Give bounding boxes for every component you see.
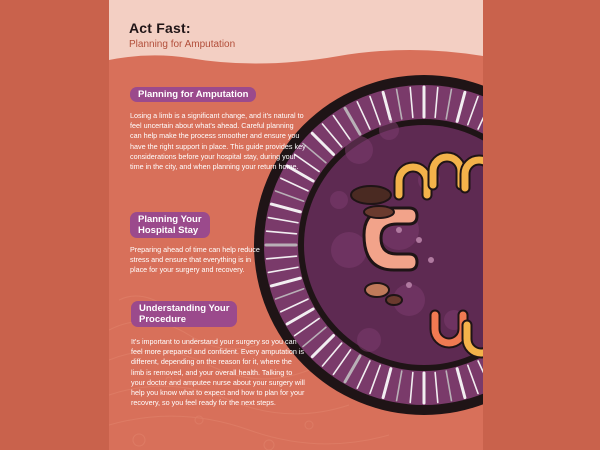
mandala-oval <box>386 295 402 305</box>
page-title: Act Fast: <box>129 20 191 36</box>
mandala-oval <box>351 186 391 204</box>
section-heading-text: Planning for Amputation <box>138 89 249 100</box>
mandala-texture-dot <box>379 120 399 140</box>
section-body-planning-amputation: Losing a limb is a significant change, and it's natural to feel uncertain about what's ahead. Careful planning can help make the process smoother and ensure you have the right support in place. This guide provides key considerations before your hospital stay, during your time in the city, and when planning your return home. <box>130 111 306 172</box>
section-heading-line1: Understanding Your <box>139 303 230 314</box>
section-body-hospital-stay: Preparing ahead of time can help reduce stress and ensure that everything is in place for your surgery and recovery. <box>130 245 260 275</box>
section-heading-line2: Procedure <box>139 314 186 325</box>
page-subtitle: Planning for Amputation <box>129 39 236 50</box>
mandala-texture-dot <box>357 328 381 352</box>
section-heading-line1: Planning Your <box>138 214 202 225</box>
mandala-texture-dot <box>330 191 348 209</box>
section-heading-planning-amputation <box>130 87 256 102</box>
section-heading-procedure <box>131 301 237 327</box>
section-heading-hospital-stay <box>130 212 210 238</box>
section-heading-line2: Hospital Stay <box>138 225 199 236</box>
section-body-procedure: It's important to understand your surgery so you can feel more prepared and confident. Every amputation is different, depending on the reason for it, where the limb is removed, and your overall health. Talking to your doctor and amputee nurse about your surgery will help you know what to expect and how to plan for your recovery, so you feel ready for the next steps. <box>131 337 305 408</box>
mandala-texture-dot <box>345 136 373 164</box>
mandala-oval <box>365 283 389 297</box>
mandala-oval <box>364 206 394 218</box>
mandala-small-dot <box>396 227 402 233</box>
mandala-small-dot <box>406 282 412 288</box>
mandala-texture-dot <box>331 232 367 268</box>
info-page <box>109 0 483 450</box>
mandala-small-dot <box>428 257 434 263</box>
mandala-small-dot <box>416 237 422 243</box>
